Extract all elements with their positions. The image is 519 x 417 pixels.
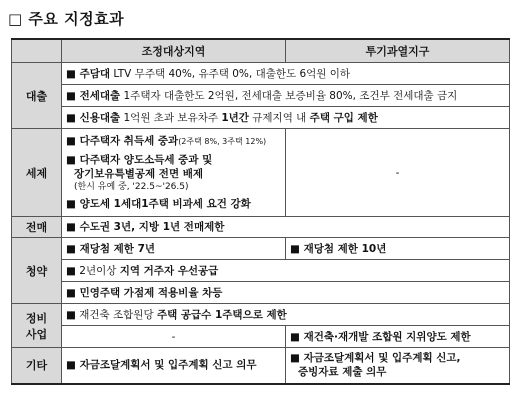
resale-row xyxy=(12,217,510,238)
subscription-priority-prefix: ■ 2년이상 xyxy=(66,264,120,277)
subscription-rewin-10: ■ 재당첨 제한 10년 xyxy=(286,238,510,260)
tax-item-exemption: ■ 양도세 1세대1주택 비과세 요건 강화 xyxy=(66,198,251,210)
category-maintenance-line1: 정비 xyxy=(25,311,48,325)
subscription-priority-text: 지역 거주자 우선공급 xyxy=(119,264,219,277)
header-speculation-district: 투기과열지구 xyxy=(286,39,510,63)
table-header-row xyxy=(12,39,510,63)
loan-item-credit-label: ■ 신용대출 xyxy=(66,111,121,124)
tax-row xyxy=(12,129,510,217)
tax-items-cell xyxy=(62,129,286,217)
loan-item-credit-text: 1억원 초과 보유차주 xyxy=(120,111,222,124)
tax-item-transfer-line2: 장기보유특별공제 전면 배제 xyxy=(74,168,204,180)
designation-effects-table xyxy=(11,38,510,385)
category-subscription: 청약 xyxy=(12,238,62,304)
loan-item-credit-restriction: 주택 구입 제한 xyxy=(309,111,378,124)
other-adjustment-cell: ■ 자금조달계획서 및 입주계획 신고 의무 xyxy=(62,348,286,384)
tax-item-acquisition: ■ 다주택자 취득세 중과 xyxy=(66,135,179,147)
maintenance-supply-limit xyxy=(62,304,510,326)
maintenance-supply-bold: 주택 공급수 1주택 xyxy=(156,308,243,321)
header-adjustment-area: 조정대상지역 xyxy=(62,39,286,63)
tax-speculation-cell: - xyxy=(286,129,510,217)
loan-item-jeonse-text: 1주택자 대출한도 2억원, 전세대출 보증비율 80%, 조건부 전세대출 금지 xyxy=(120,89,458,102)
subscription-rewin-7: ■ 재당첨 제한 7년 xyxy=(62,238,286,260)
category-maintenance xyxy=(12,304,62,348)
loan-item-credit-text2: 규제지역 내 xyxy=(248,111,310,124)
loan-item-credit-period: 1년간 xyxy=(221,111,249,124)
loan-row-1 xyxy=(12,63,510,85)
other-speculation-line1: ■ 자금조달계획서 및 입주계획 신고, xyxy=(290,352,461,365)
tax-item-transfer-line1: ■ 다주택자 양도소득세 중과 및 xyxy=(66,154,213,166)
tax-item-acquisition-rates: (2주택 8%, 3주택 12%) xyxy=(178,137,267,146)
subscription-row-3 xyxy=(12,282,510,304)
loan-item-mortgage-text: LTV 무주택 40%, 유주택 0%, 대출한도 6억원 이하 xyxy=(110,67,351,80)
loan-item-jeonse-label: ■ 전세대출 xyxy=(66,89,121,102)
category-resale: 전매 xyxy=(12,217,62,238)
loan-item-credit xyxy=(62,107,510,129)
other-speculation-cell xyxy=(286,348,510,384)
loan-row-3 xyxy=(12,107,510,129)
resale-text: ■ 수도권 3년, 지방 1년 전매제한 xyxy=(62,217,510,238)
subscription-row-1 xyxy=(12,238,510,260)
loan-row-2 xyxy=(12,85,510,107)
subscription-row-2 xyxy=(12,260,510,282)
loan-item-mortgage-label: ■ 주담대 xyxy=(66,67,111,80)
category-loan: 대출 xyxy=(12,63,62,129)
maintenance-transfer-restriction: ■ 재건축·재개발 조합원 지위양도 제한 xyxy=(286,326,510,348)
header-corner-cell xyxy=(12,39,62,63)
maintenance-supply-prefix: ■ 재건축 조합원당 xyxy=(66,308,157,321)
maintenance-supply-suffix: 으로 제한 xyxy=(242,308,287,321)
maintenance-row-2 xyxy=(12,326,510,348)
tax-item-transfer-note: (한시 유예 중, '22.5~'26.5) xyxy=(74,182,189,192)
other-row xyxy=(12,348,510,384)
loan-item-jeonse xyxy=(62,85,510,107)
category-other: 기타 xyxy=(12,348,62,384)
loan-item-mortgage xyxy=(62,63,510,85)
maintenance-adjustment-cell: - xyxy=(62,326,286,348)
other-speculation-line2: 증빙자료 제출 의무 xyxy=(298,366,387,379)
page-title: □ 주요 지정효과 xyxy=(8,10,125,28)
subscription-priority-cell xyxy=(62,260,510,282)
category-maintenance-line2: 사업 xyxy=(25,327,48,341)
category-tax: 세제 xyxy=(12,129,62,217)
maintenance-row-1 xyxy=(12,304,510,326)
subscription-points-system: ■ 민영주택 가점제 적용비율 차등 xyxy=(62,282,510,304)
